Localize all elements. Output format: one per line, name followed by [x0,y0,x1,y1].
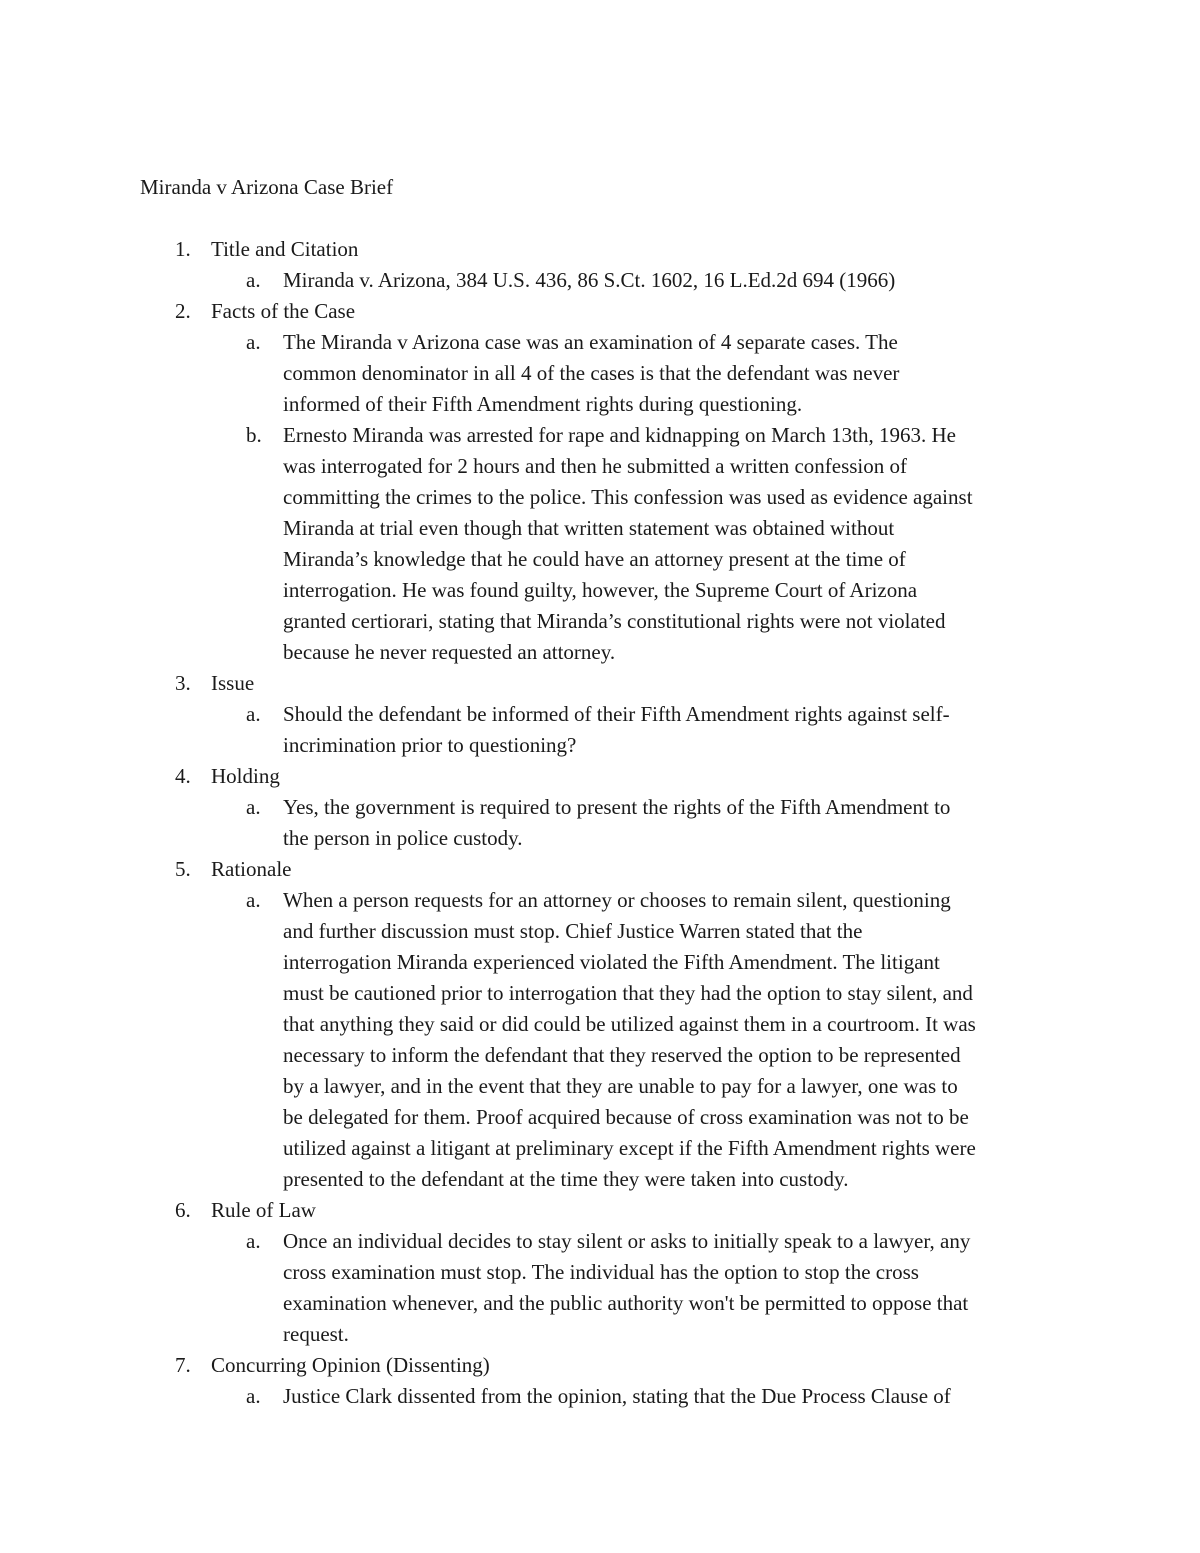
text-line: that anything they said or did could be utilized against them in a courtroom. It was [283,1012,976,1036]
sub-item-letter: a. [246,268,261,292]
section-heading: Rationale [211,857,292,881]
text-line: Yes, the government is required to present the rights of the Fifth Amendment to [283,795,951,819]
outline-section [0,234,1200,296]
text-line: because he never requested an attorney. [283,640,616,664]
section-heading-row [0,1195,1200,1226]
outline-section [0,1195,1200,1350]
text-line: Miranda’s knowledge that he could have an attorney present at the time of [283,547,906,571]
section-number: 1. [175,237,191,261]
sub-item-text [283,265,1063,296]
sub-item [0,420,1063,668]
text-line: interrogation. He was found guilty, however, the Supreme Court of Arizona [283,578,918,602]
text-line: granted certiorari, stating that Miranda’s constitutional rights were not violated [283,609,946,633]
section-number: 3. [175,671,191,695]
sub-item-text [283,792,1063,854]
text-line: informed of their Fifth Amendment rights during questioning. [283,392,803,416]
section-number: 5. [175,857,191,881]
sub-item [0,1226,1063,1350]
sub-item-letter: a. [246,795,261,819]
sub-item-text [283,1381,1063,1412]
text-line: examination whenever, and the public authority won't be permitted to oppose that [283,1291,969,1315]
sub-item-letter: a. [246,1384,261,1408]
sub-item-letter: a. [246,1229,261,1253]
text-line: When a person requests for an attorney or chooses to remain silent, questioning [283,888,951,912]
outline-section [0,854,1200,1195]
text-line: Miranda at trial even though that written statement was obtained without [283,516,895,540]
section-heading-row [0,668,1200,699]
text-line: Ernesto Miranda was arrested for rape and kidnapping on March 13th, 1963. He [283,423,956,447]
text-line: Should the defendant be informed of their Fifth Amendment rights against self- [283,702,950,726]
text-line: committing the crimes to the police. This confession was used as evidence against [283,485,973,509]
section-heading: Holding [211,764,280,788]
document-title: Miranda v Arizona Case Brief [140,175,394,199]
section-heading: Title and Citation [211,237,359,261]
text-line: Justice Clark dissented from the opinion, stating that the Due Process Clause of [283,1384,951,1408]
sub-item-text [283,1226,1063,1350]
outline-section [0,1350,1200,1412]
outline-section [0,668,1200,761]
text-line: The Miranda v Arizona case was an examination of 4 separate cases. The [283,330,898,354]
sub-item-letter: a. [246,888,261,912]
text-line: utilized against a litigant at preliminary except if the Fifth Amendment rights were [283,1136,976,1160]
sub-item-text [283,885,1063,1195]
text-line: must be cautioned prior to interrogation that they had the option to stay silent, and [283,981,973,1005]
text-line: was interrogated for 2 hours and then he submitted a written confession of [283,454,908,478]
text-line: Miranda v. Arizona, 384 U.S. 436, 86 S.Ct. 1602, 16 L.Ed.2d 694 (1966) [283,268,896,292]
sub-item [0,1381,1063,1412]
case-brief-outline [0,234,1200,1412]
sub-item-letter: b. [246,423,262,447]
section-number: 4. [175,764,191,788]
section-heading: Issue [211,671,255,695]
section-heading: Rule of Law [211,1198,316,1222]
text-line: presented to the defendant at the time they were taken into custody. [283,1167,849,1191]
text-line: the person in police custody. [283,826,523,850]
text-line: cross examination must stop. The individual has the option to stop the cross [283,1260,919,1284]
section-number: 2. [175,299,191,323]
text-line: Once an individual decides to stay silent or asks to initially speak to a lawyer, any [283,1229,971,1253]
section-heading-row [0,234,1200,265]
sub-item-text [283,699,1063,761]
sub-item-text [283,327,1063,420]
section-heading: Facts of the Case [211,299,356,323]
outline-section [0,761,1200,854]
sub-item [0,885,1063,1195]
section-heading: Concurring Opinion (Dissenting) [211,1353,490,1377]
section-heading-row [0,761,1200,792]
section-heading-row [0,296,1200,327]
sub-item-text [283,420,1063,668]
text-line: and further discussion must stop. Chief Justice Warren stated that the [283,919,863,943]
sub-item [0,265,1063,296]
text-line: interrogation Miranda experienced violated the Fifth Amendment. The litigant [283,950,940,974]
sub-item [0,327,1063,420]
text-line: be delegated for them. Proof acquired because of cross examination was not to be [283,1105,969,1129]
text-line: incrimination prior to questioning? [283,733,577,757]
sub-item [0,792,1063,854]
section-number: 6. [175,1198,191,1222]
section-number: 7. [175,1353,191,1377]
sub-item-letter: a. [246,330,261,354]
text-line: request. [283,1322,349,1346]
section-heading-row [0,854,1200,885]
text-line: by a lawyer, and in the event that they are unable to pay for a lawyer, one was to [283,1074,958,1098]
section-heading-row [0,1350,1200,1381]
sub-item [0,699,1063,761]
sub-item-letter: a. [246,702,261,726]
outline-section [0,296,1200,668]
text-line: necessary to inform the defendant that they reserved the option to be represented [283,1043,961,1067]
text-line: common denominator in all 4 of the cases is that the defendant was never [283,361,900,385]
